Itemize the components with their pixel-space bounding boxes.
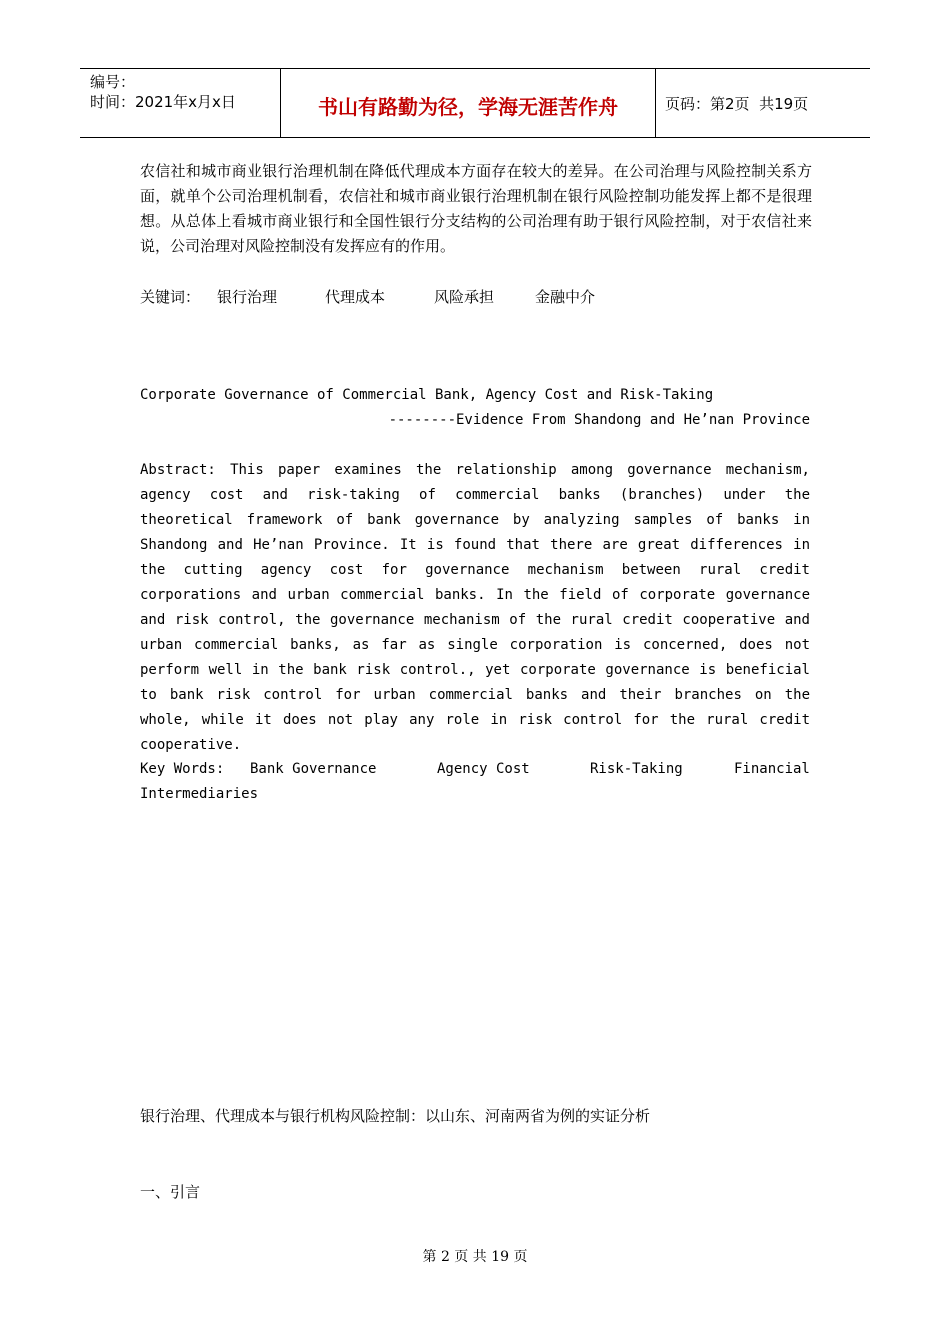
page-footer: 第 2 页 共 19 页 [422, 1249, 528, 1265]
header-motto: 书山有路勤为径，学海无涯苦作舟 [318, 95, 618, 119]
keyword-cn-item: 风险承担 [434, 288, 495, 306]
keywords-cn-label: 关键词： [140, 288, 201, 306]
english-keywords-label: Key Words: [140, 761, 225, 777]
keyword-cn-item: 代理成本 [325, 288, 386, 306]
header-left-cell [80, 69, 280, 137]
english-keyword-item: Intermediaries [140, 786, 259, 802]
keyword-cn-item: 银行治理 [217, 288, 278, 306]
header-center-cell [280, 69, 656, 137]
paper-title-cn: 银行治理、代理成本与银行机构风险控制：以山东、河南两省为例的实证分析 [140, 1107, 651, 1125]
document-date-label: 时间：2021年x月x日 [90, 93, 236, 111]
header-page-number: 页码：第2页 共19页 [665, 95, 809, 113]
section-heading: 一、引言 [140, 1183, 201, 1201]
page-header [80, 68, 870, 138]
english-keyword-item: Bank Governance [250, 761, 377, 777]
document-number-label: 编号： [90, 73, 136, 91]
english-title: Corporate Governance of Commercial Bank, Agency Cost and Risk-Taking [140, 387, 714, 403]
keyword-cn-item: 金融中介 [535, 288, 596, 306]
english-abstract: Abstract: This paper examines the relationship among governance mechanism, agency cost and risk-taking of commercial banks (branches) under the theoretical framework of bank governance by analyzing samples of banks in Shandong and He’nan Province. It is found that there are great differences in the cutting agency cost for governance mechanism between rural credit corporations and urban commercial banks. In the field of corporate governance and risk control, the governance mechanism of the rural credit cooperative and urban commercial banks, as far as single corporation is concerned, does not perform well in the bank risk control., yet corporate governance is beneficial to bank risk control for urban commercial banks and their branches on the whole, while it does not play any role in risk control for the rural credit cooperative. [140, 462, 810, 753]
english-keyword-item: Agency Cost [437, 761, 530, 777]
header-right-cell [655, 69, 870, 137]
english-keyword-item: Financial [734, 761, 810, 777]
english-keyword-item: Risk-Taking [590, 761, 683, 777]
english-subtitle: --------Evidence From Shandong and He’nan Province [388, 412, 810, 428]
abstract-cn-paragraph: 农信社和城市商业银行治理机制在降低代理成本方面存在较大的差异。在公司治理与风险控制关系方面，就单个公司治理机制看，农信社和城市商业银行治理机制在银行风险控制功能发挥上都不是很理想。从总体上看城市商业银行和全国性银行分支结构的公司治理有助于银行风险控制，对于农信社来说，公司治理对风险控制没有发挥应有的作用。 [140, 162, 812, 255]
